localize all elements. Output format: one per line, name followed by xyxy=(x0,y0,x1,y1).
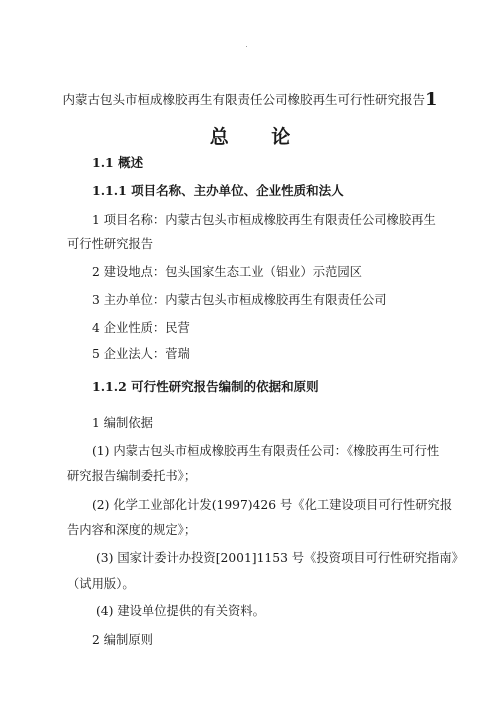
basis-2-line1: (2) 化学工业部化计发(1997)426 号《化工建设项目可行性研究报 xyxy=(92,498,453,512)
item-enterprise-type: 4 企业性质：民营 xyxy=(92,321,190,335)
report-header-title xyxy=(0,90,500,110)
item-sponsor: 3 主办单位：内蒙古包头市桓成橡胶再生有限责任公司 xyxy=(92,293,387,307)
basis-2-line2: 告内容和深度的规定》； xyxy=(67,523,197,537)
basis-4: (4) 建设单位提供的有关资料。 xyxy=(96,604,265,618)
page-number: 1 xyxy=(424,89,438,110)
item-project-name-line1: 1 项目名称：内蒙古包头市桓成橡胶再生有限责任公司橡胶再生 xyxy=(92,213,436,227)
section-heading-1-1: 1.1 概述 xyxy=(92,155,144,170)
basis-1-line2: 研究报告编制委托书》； xyxy=(67,469,197,483)
basis-3-line1: (3) 国家计委计办投资[2001]1153 号《投资项目可行性研究指南》 xyxy=(96,551,464,565)
top-mark xyxy=(246,46,247,47)
item-project-name-line2: 可行性研究报告 xyxy=(67,237,154,251)
principle-heading: 2 编制原则 xyxy=(92,633,153,647)
chapter-title: 总 论 xyxy=(209,126,309,148)
basis-3-line2: （试用版）。 xyxy=(67,577,135,591)
basis-heading: 1 编制依据 xyxy=(92,416,153,430)
header-title-text: 内蒙古包头市桓成橡胶再生有限责任公司橡胶再生可行性研究报告 xyxy=(62,92,425,107)
section-heading-1-1-1: 1.1.1 项目名称、主办单位、企业性质和法人 xyxy=(92,183,344,198)
section-heading-1-1-2: 1.1.2 可行性研究报告编制的依据和原则 xyxy=(92,379,319,394)
item-location: 2 建设地点：包头国家生态工业（铝业）示范园区 xyxy=(92,265,362,279)
item-legal-person: 5 企业法人：菅瑞 xyxy=(92,347,190,361)
basis-1-line1: (1) 内蒙古包头市桓成橡胶再生有限责任公司：《橡胶再生可行性 xyxy=(92,444,440,458)
